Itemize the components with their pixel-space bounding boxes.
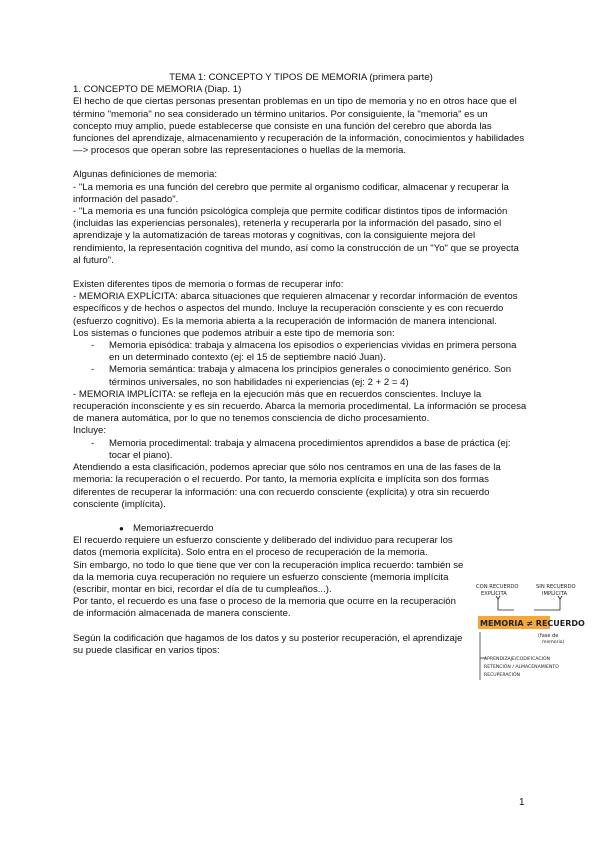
explicit-memory: - MEMORIA EXPLÍCITA: abarca situaciones que requieren almacenar y recordar información de eventos específicos y de hechos o aspectos del mundo. Incluye la recuperación consciente y es con recuerdo (esfuerzo cognitivo). Es la memoria abierta a la recuperación de información de manera intencional. — [73, 291, 518, 327]
implicit-memory: - MEMORIA IMPLÍCITA: se refleja en la ejecución más que en recuerdos conscientes. Incluye la recuperación inconsciente y es sin recuerdo. Abarca la memoria procedimental. La información se procesa de manera automática, por lo que no tenemos consciencia de dicho procesamiento. — [73, 388, 527, 425]
sketch-left-top: CON RECUERDO — [476, 584, 519, 590]
sketch-phase-1: (fase de — [538, 633, 559, 639]
sketch-list-2: RETENCIÓN / ALMACENAMIENTO — [484, 665, 559, 670]
list-item-procedural: - Memoria procedimental: trabaja y almacena procedimientos aprendidos a base de práctica (ej: tocar el piano). — [91, 438, 529, 462]
definitions-heading: Algunas definiciones de memoria: — [73, 169, 217, 181]
recuerdo-paragraph-1: El recuerdo requiere un esfuerzo consciente y deliberado del individuo para recuperar los datos (memoria explícita). Solo entra en el proceso de recuperación de la memoria. — [73, 535, 453, 559]
document-title: TEMA 1: CONCEPTO Y TIPOS DE MEMORIA (primera parte) — [169, 72, 433, 83]
classification-paragraph: Atendiendo a esta clasificación, podemos apreciar que sólo nos centramos en una de las fases de la memoria: la recuperación o el recuerdo. Por tanto, la memoria explícita e implícita son dos formas diferentes de recuperar la información: una con recuerdo consciente (explícita) y otra sin recuerdo consciente (implícita). — [73, 462, 501, 510]
definition-2: - "La memoria es una función psicológica compleja que permite codificar distintos tipos de información (incluidas las experiencias personales), retenerla y recuperarla por la información del pasado, sino el aprendizaje y la automatización de tareas motoras y cognitivas, con la consiguiente mejora del rendimiento, la representación cognitiva del mundo, así como la construcción de un "Yo" que se proyecta al futuro". — [73, 206, 519, 266]
sketch-list-3: RECUPERACIÓN — [484, 673, 521, 678]
sketch-right-bottom: IMPLÍCITA — [542, 591, 568, 597]
sketch-list-1: APRENDIZAJE/CODIFICACIÓN — [484, 657, 551, 662]
codification-paragraph: Según la codificación que hagamos de los datos y su posterior recuperación, el aprendizaje su puede clasificar en varios tipos: — [73, 632, 463, 656]
bullet-heading: Memoria≠recuerdo — [133, 522, 214, 534]
procedural-memory: Memoria procedimental: trabaja y almacena procedimientos aprendidos a base de práctica (ej: tocar el piano). — [109, 437, 511, 461]
episodic-memory: Memoria episódica: trabaja y almacena los episodios o experiencias vividas en primera persona en un determinado contexto (ej: el 15 de septiembre nació Juan). — [109, 340, 517, 364]
page-number: 1 — [519, 797, 525, 808]
recuerdo-paragraph-3: Por tanto, el recuerdo es una fase o proceso de la memoria que ocurre en la recuperación de información almacenada de manera consciente. — [73, 596, 456, 620]
sketch-left-bottom: EXPLÍCITA — [481, 591, 507, 597]
types-intro: Existen diferentes tipos de memoria o formas de recuperar info: — [73, 279, 344, 291]
sketch-arrows — [498, 598, 560, 610]
handwritten-sketch — [476, 580, 588, 684]
document-body — [73, 72, 529, 657]
recuerdo-section — [73, 535, 468, 657]
sketch-phase-2: memoria) — [542, 640, 565, 645]
includes-label: Incluye: — [73, 425, 107, 437]
semantic-memory: Memoria semántica: trabaja y almacena los principios generales o conocimiento genérico. Son términos universales, no son habilidades ni experiencias (ej: 2 + 2 = 4) — [109, 364, 512, 388]
paragraph-concept: El hecho de que ciertas personas presentan problemas en un tipo de memoria y no en otros hace que el término "memoria" no sea considerado un término unitarios. Por consiguiente, la "memoria" es un concepto muy amplio, puede establecerse que consiste en una función del cerebro que aborda las funciones del aprendizaje, almacenamiento y recuperación de la información, conocimientos y habilidades —> procesos que operan sobre las representaciones o huellas de la memoria. — [73, 96, 525, 157]
recuerdo-paragraph-2: Sin embargo, no todo lo que tiene que ver con la recuperación implica recuerdo: también se da la memoria cuya recuperación no requiere un esfuerzo consciente (memoria implícita (escribir, montar en bici, recordar el día de tu cumpleaños...). — [73, 559, 464, 595]
bullet-icon: ● — [119, 523, 124, 533]
list-item-episodic: - Memoria episódica: trabaja y almacena los episodios o experiencias vividas en primera persona en un determinado contexto (ej: el 15 de septiembre nació Juan). — [91, 340, 529, 364]
sketch-right-top: SIN RECUERDO — [536, 584, 576, 590]
list-item-semantic: - Memoria semántica: trabaja y almacena los principios generales o conocimiento genérico. Son términos universales, no son habilidades ni experiencias (ej: 2 + 2 = 4) — [91, 364, 529, 388]
sketch-center: MEMORIA ≠ RECUERDO — [480, 619, 585, 628]
systems-intro: Los sistemas o funciones que podemos atribuir a este tipo de memoria son: — [73, 327, 395, 339]
section-heading: 1. CONCEPTO DE MEMORIA (Diap. 1) — [73, 84, 242, 96]
bullet-heading-item — [119, 523, 529, 535]
definition-1: - "La memoria es una función del cerebro que permite al organismo codificar, almacenar y recuperar la información del pasado". — [73, 181, 509, 205]
